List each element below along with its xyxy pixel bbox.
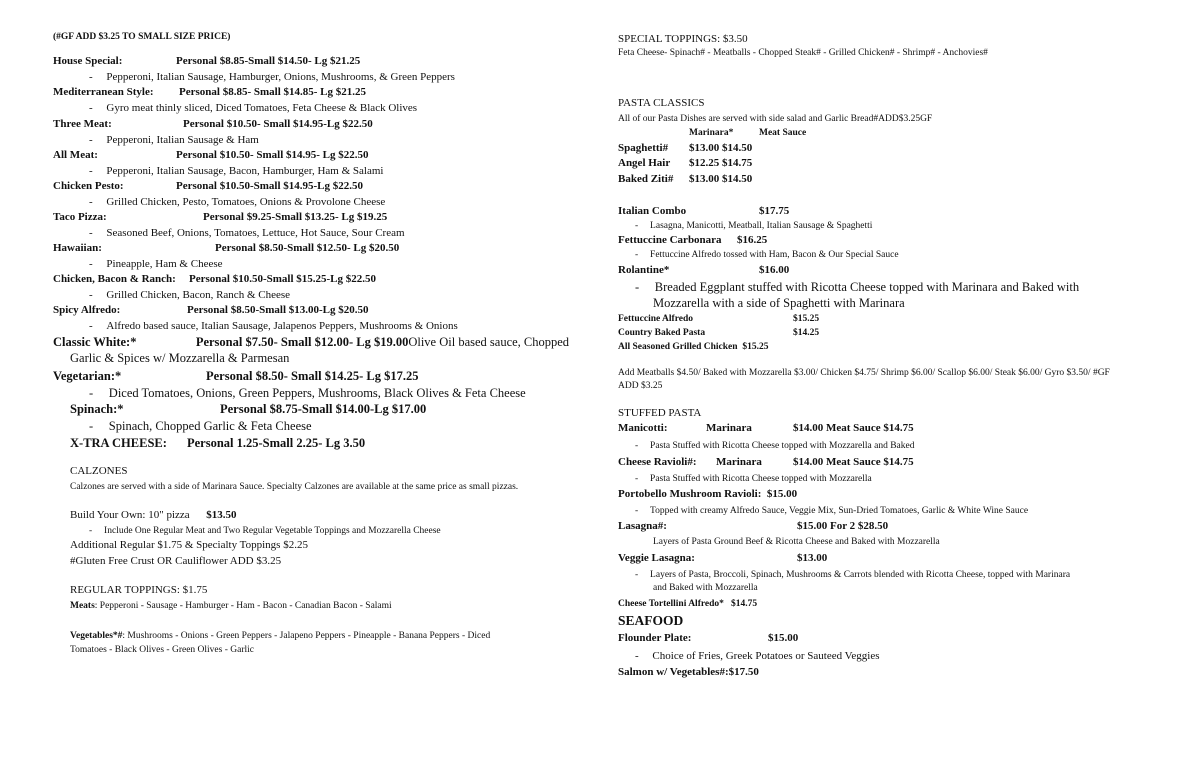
pizza-desc: - Grilled Chicken, Bacon, Ranch & Cheese (89, 289, 291, 301)
seafood-title: SEAFOOD (618, 613, 684, 628)
italian-combo-price: $17.75 (759, 205, 790, 217)
pizza-price: Personal $10.50-Small $14.95-Lg $22.50 (176, 180, 363, 192)
pasta-row-name: Spaghetti# (618, 142, 669, 154)
pizza-name: Chicken, Bacon & Ranch: (53, 273, 176, 285)
grilled-chicken-line: All Seasoned Grilled Chicken $15.25 (618, 342, 769, 352)
pizza-desc: - Spinach, Chopped Garlic & Feta Cheese (89, 419, 312, 433)
pizza-name: Taco Pizza: (53, 211, 107, 223)
regular-toppings-veg: Vegetables*#: Mushrooms - Onions - Green Peppers - Jalapeno Peppers - Pineapple - Banana Peppers - Diced (70, 631, 491, 641)
pizza-desc: - Gyro meat thinly sliced, Diced Tomatoes, Feta Cheese & Black Olives (89, 102, 418, 114)
rolantine-name: Rolantine* (618, 264, 670, 276)
calzones-note: Calzones are served with a side of Marinara Sauce. Specialty Calzones are available at the same price as small pizzas. (70, 482, 519, 492)
country-baked-price: $14.25 (793, 328, 820, 338)
pasta-row-prices: $13.00 $14.50 (689, 142, 753, 154)
pizza-price: Personal $10.50- Small $14.95- Lg $22.50 (176, 149, 369, 161)
manicotti-desc: - Pasta Stuffed with Ricotta Cheese topped with Mozzarella and Baked (635, 441, 915, 451)
veggie-lasagna-desc-cont: and Baked with Mozzarella (653, 583, 758, 593)
pizza-desc: - Grilled Chicken, Pesto, Tomatoes, Onions & Provolone Cheese (89, 196, 386, 208)
pizza-name: Mediterranean Style: (53, 86, 154, 98)
pizza-name: Vegetarian:* (53, 369, 122, 383)
manicotti-marinara: Marinara (706, 422, 752, 434)
pizza-price: Personal $8.85-Small $14.50- Lg $21.25 (176, 55, 361, 67)
flounder-desc: - Choice of Fries, Greek Potatoes or Sauteed Veggies (635, 650, 880, 662)
pasta-col-meat: Meat Sauce (759, 128, 807, 138)
pizza-desc: - Alfredo based sauce, Italian Sausage, Jalapenos Peppers, Mushrooms & Onions (89, 320, 458, 332)
rolantine-price: $16.00 (759, 264, 790, 276)
gf-note: (#GF ADD $3.25 TO SMALL SIZE PRICE) (53, 32, 231, 42)
rolantine-desc-cont: Mozzarella with a side of Spaghetti with Marinara (653, 296, 905, 310)
ravioli-desc: - Pasta Stuffed with Ricotta Cheese topped with Mozzarella (635, 474, 872, 484)
pasta-note: All of our Pasta Dishes are served with side salad and Garlic Bread#ADD$3.25GF (618, 114, 933, 124)
pizza-price: Personal $8.85- Small $14.85- Lg $21.25 (179, 86, 366, 98)
pizza-name: Three Meat: (53, 118, 112, 130)
country-baked-name: Country Baked Pasta (618, 328, 706, 338)
pizza-name: Spicy Alfredo: (53, 304, 121, 316)
pizza-name: House Special: (53, 55, 123, 67)
pizza-name: All Meat: (53, 149, 98, 161)
pizza-price: Personal $8.50- Small $14.25- Lg $17.25 (206, 369, 419, 383)
pizza-price: Personal $9.25-Small $13.25- Lg $19.25 (203, 211, 388, 223)
xtra-cheese-price: Personal 1.25-Small 2.25- Lg 3.50 (187, 436, 366, 450)
pasta-row-prices: $12.25 $14.75 (689, 157, 753, 169)
carbonara-desc: - Fettuccine Alfredo tossed with Ham, Bacon & Our Special Sauce (635, 250, 899, 260)
ravioli-marinara: Marinara (716, 456, 762, 468)
stuffed-pasta-title: STUFFED PASTA (618, 407, 702, 419)
carbonara-name: Fettuccine Carbonara (618, 234, 722, 246)
regular-toppings-veg-cont: Tomatoes - Black Olives - Green Olives - Garlic (70, 645, 254, 655)
pizza-desc: - Pepperoni, Italian Sausage & Ham (89, 134, 259, 146)
regular-toppings-meats: Meats: Pepperoni - Sausage - Hamburger - Ham - Bacon - Canadian Bacon - Salami (70, 601, 392, 611)
pizza-desc: - Diced Tomatoes, Onions, Green Peppers, Mushrooms, Black Olives & Feta Cheese (89, 386, 526, 400)
flounder-price: $15.00 (768, 632, 799, 644)
ravioli-name: Cheese Ravioli#: (618, 456, 697, 468)
lasagna-desc: Layers of Pasta Ground Beef & Ricotta Cheese and Baked with Mozzarella (653, 537, 940, 547)
pizza-price: Personal $10.50-Small $15.25-Lg $22.50 (189, 273, 376, 285)
pizza-desc: - Pepperoni, Italian Sausage, Bacon, Hamburger, Ham & Salami (89, 165, 384, 177)
manicotti-name: Manicotti: (618, 422, 668, 434)
pasta-title: PASTA CLASSICS (618, 97, 705, 109)
carbonara-price: $16.25 (737, 234, 768, 246)
pizza-name: Spinach:* (70, 402, 124, 416)
pizza-name: Chicken Pesto: (53, 180, 124, 192)
fettuccine-alfredo-name: Fettuccine Alfredo (618, 314, 694, 324)
pasta-row-name: Angel Hair (618, 157, 671, 169)
calzone-additional: Additional Regular $1.75 & Specialty Toppings $2.25 (70, 539, 308, 551)
fettuccine-alfredo-price: $15.25 (793, 314, 820, 324)
pizza-price: Personal $8.50-Small $13.00-Lg $20.50 (187, 304, 369, 316)
italian-combo-name: Italian Combo (618, 205, 687, 217)
calzones-title: CALZONES (70, 465, 128, 477)
lasagna-price: $15.00 For 2 $28.50 (797, 520, 889, 532)
veggie-lasagna-name: Veggie Lasagna: (618, 552, 695, 564)
lasagna-name: Lasagna#: (618, 520, 667, 532)
calzone-byo-desc: - Include One Regular Meat and Two Regular Vegetable Toppings and Mozzarella Cheese (89, 526, 441, 536)
pizza-price: Personal $8.50-Small $12.50- Lg $20.50 (215, 242, 400, 254)
xtra-cheese-name: X-TRA CHEESE: (70, 436, 167, 450)
classic-white-line: Classic White:* Personal $7.50- Small $12.00- Lg $19.00Olive Oil based sauce, Chopped (53, 335, 570, 349)
classic-white-desc: Garlic & Spices w/ Mozzarella & Parmesan (70, 351, 290, 365)
add-ons-note: Add Meatballs $4.50/ Baked with Mozzarella $3.00/ Chicken $4.75/ Shrimp $6.00/ Scallop $6.00/ Steak $6.00/ Gyro $3.50/ #GF (618, 368, 1110, 378)
rolantine-desc: - Breaded Eggplant stuffed with Ricotta Cheese topped with Marinara and Baked with (635, 280, 1080, 294)
ravioli-price: $14.00 Meat Sauce $14.75 (793, 456, 914, 468)
pizza-desc: - Pepperoni, Italian Sausage, Hamburger, Onions, Mushrooms, & Green Peppers (89, 71, 455, 83)
add-ons-note-cont: ADD $3.25 (618, 381, 663, 391)
pizza-price: Personal $10.50- Small $14.95-Lg $22.50 (183, 118, 373, 130)
regular-toppings-title: REGULAR TOPPINGS: $1.75 (70, 584, 208, 596)
pizza-price: Personal $8.75-Small $14.00-Lg $17.00 (220, 402, 427, 416)
portobello-desc: - Topped with creamy Alfredo Sauce, Veggie Mix, Sun-Dried Tomatoes, Garlic & White Wine Sauce (635, 506, 1029, 516)
veggie-lasagna-price: $13.00 (797, 552, 828, 564)
calzone-gluten: #Gluten Free Crust OR Cauliflower ADD $3.25 (70, 555, 282, 567)
salmon-line: Salmon w/ Vegetables#:$17.50 (618, 666, 759, 678)
flounder-name: Flounder Plate: (618, 632, 692, 644)
pizza-name: Hawaiian: (53, 242, 102, 254)
manicotti-price: $14.00 Meat Sauce $14.75 (793, 422, 914, 434)
tortellini-line: Cheese Tortellini Alfredo* $14.75 (618, 599, 758, 609)
pasta-row-name: Baked Ziti# (618, 173, 674, 185)
italian-combo-desc: - Lasagna, Manicotti, Meatball, Italian Sausage & Spaghetti (635, 221, 873, 231)
portobello-line: Portobello Mushroom Ravioli: $15.00 (618, 488, 798, 500)
special-toppings-title: SPECIAL TOPPINGS: $3.50 (618, 33, 748, 45)
calzone-byo: Build Your Own: 10" pizza $13.50 (70, 509, 237, 521)
pasta-row-prices: $13.00 $14.50 (689, 173, 753, 185)
veggie-lasagna-desc: - Layers of Pasta, Broccoli, Spinach, Mushrooms & Carrots blended with Ricotta Cheese, topped with Marinara (635, 570, 1071, 580)
pizza-desc: - Seasoned Beef, Onions, Tomatoes, Lettuce, Hot Sauce, Sour Cream (89, 227, 405, 239)
special-toppings-items: Feta Cheese- Spinach# - Meatballs - Chopped Steak# - Grilled Chicken# - Shrimp# - Anchovies# (618, 48, 988, 58)
pizza-desc: - Pineapple, Ham & Cheese (89, 258, 223, 270)
pasta-col-marinara: Marinara* (689, 128, 734, 138)
